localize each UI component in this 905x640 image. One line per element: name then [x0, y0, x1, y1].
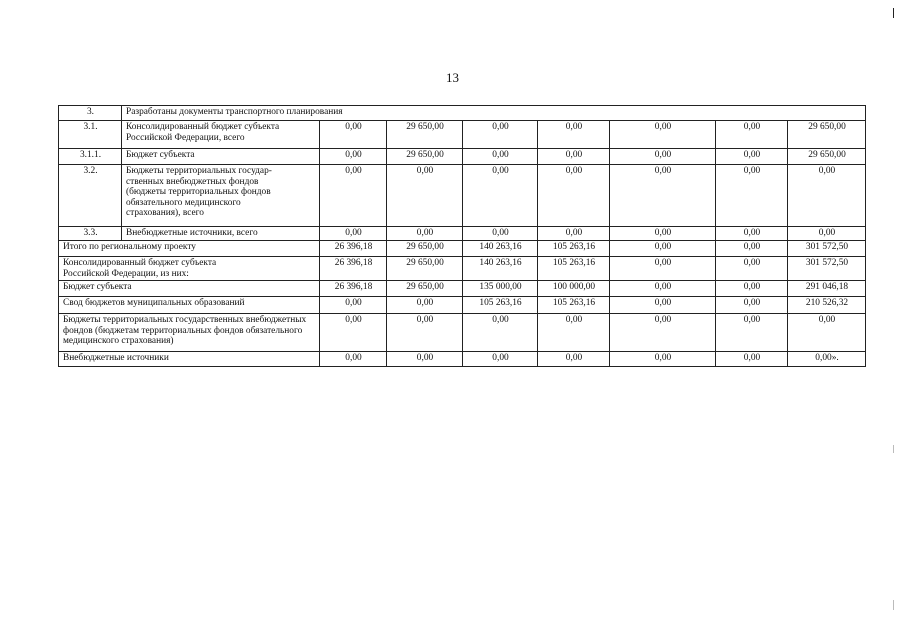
cell-value: 0,00: [320, 352, 387, 367]
cell-value: 0,00: [387, 227, 463, 241]
cell-value: 0,00: [610, 149, 716, 165]
cell-value: 0,00: [716, 121, 788, 149]
page-number: 13: [446, 70, 459, 85]
table-row-total: [59, 297, 866, 314]
table-row-total: [59, 257, 866, 281]
cell-value: 0,00: [716, 297, 788, 314]
table-row-total: [59, 281, 866, 297]
cell-value: 0,00: [538, 227, 610, 241]
cell-value: 0,00: [320, 149, 387, 165]
cell-value: 26 396,18: [320, 281, 387, 297]
cell-value: 0,00: [463, 352, 538, 367]
row-label: Бюджет субъекта: [59, 281, 320, 297]
cell-value: 0,00: [538, 121, 610, 149]
table-row: [59, 227, 866, 241]
cell-value: 0,00: [716, 241, 788, 257]
cell-value: 26 396,18: [320, 257, 387, 281]
cell-value: 0,00: [463, 165, 538, 227]
cell-value: 0,00: [538, 165, 610, 227]
cell-value: 0,00: [387, 297, 463, 314]
cell-value: 0,00: [788, 165, 866, 227]
cell-value: 0,00: [716, 165, 788, 227]
cell-value: 0,00: [387, 165, 463, 227]
cell-value: 0,00: [788, 227, 866, 241]
cell-value: 29 650,00: [387, 257, 463, 281]
cell-value: 0,00: [320, 227, 387, 241]
row-code: 3.: [59, 106, 122, 121]
cell-value: 0,00: [610, 314, 716, 352]
row-label: Внебюджетные источники: [59, 352, 320, 367]
cell-value: 0,00: [610, 352, 716, 367]
cell-value: 0,00: [610, 121, 716, 149]
cell-value: 26 396,18: [320, 241, 387, 257]
row-code: 3.3.: [59, 227, 122, 241]
cell-value: 0,00: [320, 297, 387, 314]
table-row-section: [59, 106, 866, 121]
cell-value: 210 526,32: [788, 297, 866, 314]
row-code: 3.1.: [59, 121, 122, 149]
row-code: 3.2.: [59, 165, 122, 227]
section-title: Разработаны документы транспортного планирования: [122, 106, 866, 121]
row-label: Внебюджетные источники, всего: [122, 227, 320, 241]
row-code: 3.1.1.: [59, 149, 122, 165]
cell-value: 0,00: [463, 314, 538, 352]
cell-value: 0,00: [320, 165, 387, 227]
cell-value: 0,00: [788, 314, 866, 352]
cell-value: 29 650,00: [387, 121, 463, 149]
cell-value: 0,00: [538, 352, 610, 367]
cell-value: 29 650,00: [788, 121, 866, 149]
cell-value: 0,00: [610, 165, 716, 227]
scan-margin-mark: [893, 8, 894, 18]
cell-value: 105 263,16: [538, 257, 610, 281]
cell-value: 0,00: [716, 257, 788, 281]
cell-value: 0,00: [716, 314, 788, 352]
cell-value: 29 650,00: [788, 149, 866, 165]
row-label: Бюджеты территориальных государственных внебюджетных фондов (бюджетам территориальных фондов обязательного медицинского страхования): [59, 314, 320, 352]
scan-artifact: [893, 445, 894, 453]
cell-value: 0,00: [320, 121, 387, 149]
row-label: Бюджет субъекта: [122, 149, 320, 165]
cell-value: 0,00: [463, 149, 538, 165]
table-row-total: [59, 241, 866, 257]
cell-value: 29 650,00: [387, 241, 463, 257]
cell-value: 0,00: [320, 314, 387, 352]
cell-value: 0,00: [610, 257, 716, 281]
table-row: [59, 149, 866, 165]
cell-value: 135 000,00: [463, 281, 538, 297]
cell-value: 0,00: [610, 297, 716, 314]
cell-value: 0,00: [610, 241, 716, 257]
budget-table: [58, 105, 866, 367]
cell-value: 140 263,16: [463, 257, 538, 281]
table-row: [59, 121, 866, 149]
cell-value: 0,00: [463, 227, 538, 241]
table-row-total: [59, 352, 866, 367]
cell-value: 0,00: [538, 149, 610, 165]
cell-value: 301 572,50: [788, 241, 866, 257]
cell-value: 0,00: [610, 227, 716, 241]
cell-value: 29 650,00: [387, 149, 463, 165]
cell-value: 0,00: [716, 227, 788, 241]
cell-value: 0,00: [716, 281, 788, 297]
cell-value: 0,00: [463, 121, 538, 149]
cell-value: 105 263,16: [538, 241, 610, 257]
scan-artifact: [893, 600, 894, 610]
table-row-total: [59, 314, 866, 352]
row-label: Свод бюджетов муниципальных образований: [59, 297, 320, 314]
cell-value: 291 046,18: [788, 281, 866, 297]
row-label: Бюджеты территориальных государ-ственных внебюджетных фондов (бюджеты территориальных фондов обязательного медицинского страхования), всего: [122, 165, 320, 227]
row-label: Консолидированный бюджет субъекта Российской Федерации, всего: [122, 121, 320, 149]
cell-value: 100 000,00: [538, 281, 610, 297]
cell-value: 0,00: [610, 281, 716, 297]
cell-value: 0,00: [387, 314, 463, 352]
row-label: Консолидированный бюджет субъекта Российской Федерации, из них:: [59, 257, 320, 281]
cell-value: 29 650,00: [387, 281, 463, 297]
cell-value: 140 263,16: [463, 241, 538, 257]
table-row: [59, 165, 866, 227]
cell-value: 0,00».: [788, 352, 866, 367]
cell-value: 105 263,16: [538, 297, 610, 314]
row-label: Итого по региональному проекту: [59, 241, 320, 257]
cell-value: 0,00: [387, 352, 463, 367]
cell-value: 0,00: [716, 149, 788, 165]
cell-value: 105 263,16: [463, 297, 538, 314]
cell-value: 0,00: [538, 314, 610, 352]
cell-value: 0,00: [716, 352, 788, 367]
cell-value: 301 572,50: [788, 257, 866, 281]
